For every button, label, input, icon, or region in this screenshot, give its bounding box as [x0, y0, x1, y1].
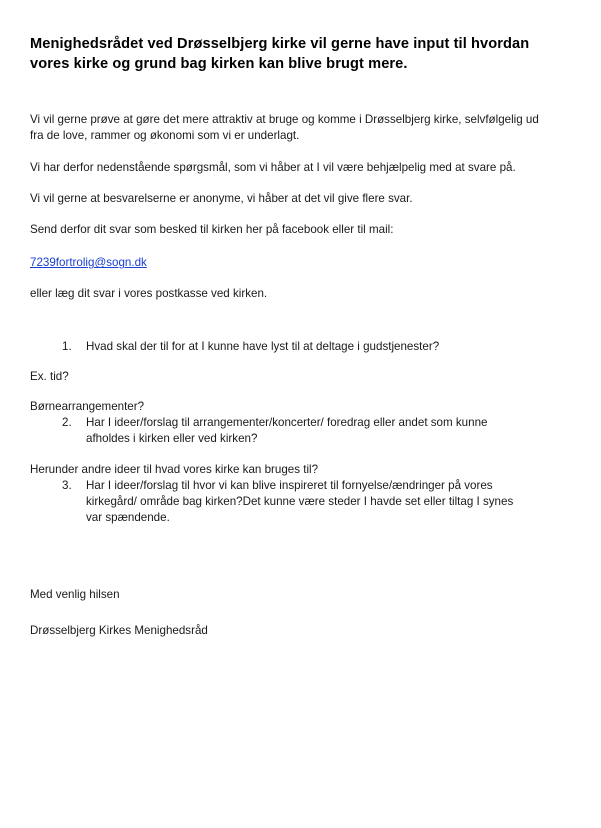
closing-signature: Drøsselbjerg Kirkes Menighedsråd: [30, 623, 208, 637]
followup-text: Børnearrangementer?: [30, 400, 145, 413]
postkasse-note: eller læg dit svar i vores postkasse ved kirken.: [30, 287, 268, 301]
question-followups: [30, 462, 571, 478]
list-item: [30, 415, 571, 478]
intro-paragraph-2: Vi har derfor nedenstående spørgsmål, som vi håber at I vil være behjælpelig med at svare på.: [30, 160, 516, 174]
intro-paragraph-3: Vi vil gerne at besvarelserne er anonyme, vi håber at det vil give flere svar.: [30, 191, 413, 205]
intro-paragraph-4: Send derfor dit svar som besked til kirken her på facebook eller til mail:: [30, 223, 394, 237]
question-text: Hvad skal der til for at I kunne have lyst til at deltage i gudstjenester?: [86, 339, 440, 353]
intro-section: [30, 112, 571, 302]
question-text: Har I ideer/forslag til hvor vi kan blive inspireret til fornyelse/ændringer på vores kirkegård/ område bag kirken?Det kunne være steder I havde set eller tiltag I synes var spændende.: [86, 478, 514, 525]
list-item: [62, 478, 571, 527]
followup-text: Ex. tid?: [30, 369, 69, 383]
questions-list: [30, 339, 571, 527]
closing-greeting: Med venlig hilsen: [30, 587, 120, 601]
page-title: Menighedsrådet ved Drøsselbjerg kirke vil gerne have input til hvordan vores kirke og grund bag kirken kan blive brugt mere.: [30, 36, 530, 73]
question-number: 3.: [62, 478, 72, 492]
followup-text: Herunder andre ideer til hvad vores kirke kan bruges til?: [30, 462, 319, 476]
question-number: 1.: [62, 339, 72, 353]
email-line: [30, 253, 571, 271]
question-text: Har I ideer/forslag til arrangementer/koncerter/ foredrag eller andet som kunne afholdes i kirken eller ved kirken?: [86, 416, 488, 446]
closing-section: [30, 587, 571, 639]
intro-paragraph-1: Vi vil gerne prøve at gøre det mere attraktiv at bruge og komme i Drøsselbjerg kirke, selvfølgelig ud fra de love, rammer og økonomi som vi er underlagt.: [30, 113, 539, 143]
question-number: 2.: [62, 416, 72, 430]
list-item: [30, 339, 571, 416]
email-link[interactable]: 7239fortrolig@sogn.dk: [30, 256, 147, 270]
question-followups: [30, 369, 571, 415]
